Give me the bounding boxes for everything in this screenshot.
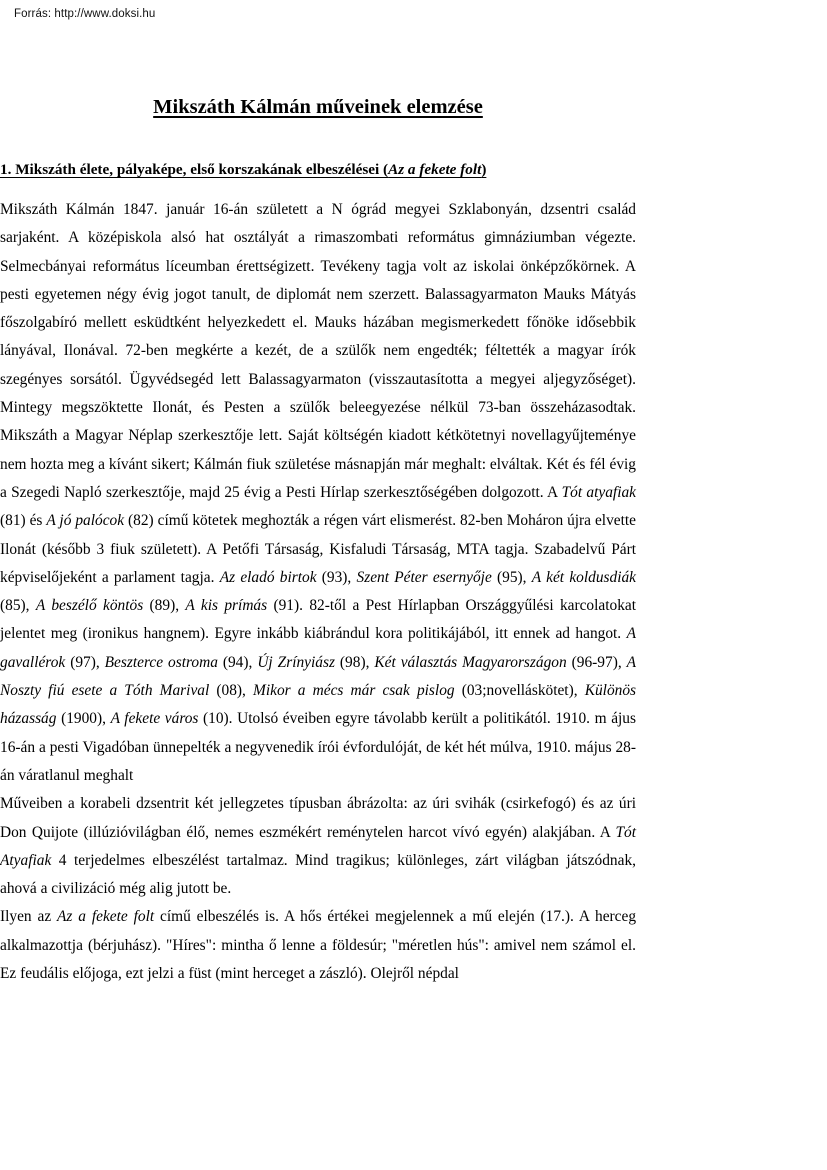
text-run: (82) című kötetek meghozták a régen várt elismerést. 82-ben Moháron újra elvette Ilonát (később 3 fiuk született). A Petőfi Társaság, Kisfaludi Társaság, MTA tagja. Szabadelvű Párt képviselőjeként a parlament tagja. bbox=[0, 512, 636, 586]
source-url-header: Forrás: http://www.doksi.hu bbox=[14, 8, 156, 20]
text-run: Műveiben a korabeli dzsentrit két jellegzetes típusban ábrázolta: az úri svihák (csirkefogó) és az úri Don Quijote (illúzióvilágban élő, nemes eszmékért reménytelen harcot vívó egyén) alakjában. A bbox=[0, 795, 636, 841]
page-title-text: Mikszáth Kálmán műveinek elemzése bbox=[153, 96, 483, 118]
text-run: 4 terjedelmes elbeszélést tartalmaz. Mind tragikus; különleges, zárt világban játszódnak, ahová a civilizáció még alig jutott be. bbox=[0, 851, 636, 898]
work-title-italic: Két választás Magyarországon bbox=[374, 653, 567, 671]
work-title-italic: A jó palócok bbox=[46, 512, 125, 530]
work-title-italic: A beszélő köntös bbox=[35, 597, 144, 615]
work-title-italic: A gavallérok bbox=[0, 625, 636, 671]
text-run: (94), bbox=[217, 653, 258, 671]
work-title-italic: Új Zrínyiász bbox=[257, 653, 335, 671]
work-title-italic: Tót Atyafiak bbox=[0, 823, 636, 869]
text-run: (89), bbox=[143, 597, 186, 615]
text-run: (93), bbox=[316, 568, 357, 586]
work-title-italic: Szent Péter esernyője bbox=[356, 568, 492, 586]
work-title-italic: A Noszty fiú esete a Tóth Marival bbox=[0, 653, 637, 700]
work-title-italic: Tót atyafiak bbox=[561, 483, 636, 501]
work-title-italic: Beszterce ostroma bbox=[104, 653, 218, 671]
document-body bbox=[0, 196, 636, 988]
text-run: (96-97), bbox=[566, 653, 627, 671]
section-heading-prefix: 1. Mikszáth élete, pályaképe, első korszakának elbeszélései ( bbox=[0, 161, 389, 178]
para-biography bbox=[0, 196, 636, 790]
text-run: (1900), bbox=[56, 710, 111, 728]
work-title-italic: Az eladó birtok bbox=[219, 568, 317, 586]
text-run: (95), bbox=[491, 568, 532, 586]
text-run: című elbeszélés is. A hős értékei megjelennek a mű elején (17.). A herceg alkalmazottja (bérjuhász). "Híres": mintha ő lenne a földesúr; "méretlen hús": amivel nem számol el. Ez feudális előjoga, ezt jelzi a füst (mint herceget a zászló). Olejről népdal bbox=[0, 908, 637, 983]
para-fekete-folt bbox=[0, 903, 636, 988]
section-heading-work-title: Az a fekete folt bbox=[388, 161, 482, 178]
text-run: (98), bbox=[334, 653, 375, 671]
work-title-italic: A két koldusdiák bbox=[531, 568, 637, 586]
work-title-italic: Az a fekete folt bbox=[57, 908, 155, 926]
text-run: Mikszáth Kálmán 1847. január 16-án született a N ógrád megyei Szklabonyán, dzsentri család sarjaként. A középiskola alsó hat osztályát a rimaszombati református gimnáziumban végezte. Selmecbányai református líceumban érettségizett. Tevékeny tagja volt az iskolai önképzőkörnek. A pesti egyetemen négy évig jogot tanult, de diplomát nem szerzett. Balassagyarmaton Mauks Mátyás főszolgabíró mellett esküdtként helyezkedett el. Mauks házában megismerkedett főnöke idősebbik lányával, Ilonával. 72-ben megkérte a kezét, de a szülők nem engedték; féltették a magyar írók szegényes sorsától. Ügyvédsegéd lett Balassagyarmaton (visszautasította a megyei aljegyzőséget). Mintegy megszöktette Ilonát, és Pesten a szülők beleegyezése nélkül 73-ban összeházasodtak. Mikszáth a Magyar Néplap szerkesztője lett. Saját költségén kiadott kétkötetnyi novellagyűjteménye nem hozta meg a kívánt sikert; Kálmán fiuk születése másnapján már meghalt: elváltak. Két és fél évig a Szegedi Napló szerkesztője, majd 25 évig a Pesti Hírlap szerkesztőségében dolgozott. A bbox=[0, 201, 636, 501]
text-run: (91). 82-től a Pest Hírlapban Országgyűlési karcolatokat jelentet meg (ironikus hangnem). Egyre inkább kiábrándul kora politikájából, itt ennek ad hangot. bbox=[0, 597, 637, 643]
section-heading-suffix: ) bbox=[481, 161, 487, 178]
text-run: (97), bbox=[65, 653, 105, 671]
text-run: (85), bbox=[0, 597, 36, 615]
para-dzsentri-types bbox=[0, 790, 636, 903]
work-title-italic: A fekete város bbox=[110, 710, 199, 728]
text-run: (03;novelláskötet), bbox=[454, 682, 585, 700]
page-title bbox=[0, 95, 636, 120]
text-run: (10). Utolsó éveiben egyre távolabb került a politikától. 1910. m ájus 16-án a pesti Vigadóban ünnepelték a negyvenedik írói évfordulóját, de két hét múlva, 1910. május 28-án váratlanul meghalt bbox=[0, 710, 636, 784]
work-title-italic: A kis prímás bbox=[185, 597, 268, 615]
work-title-italic: Különös házasság bbox=[0, 682, 637, 728]
text-run: (08), bbox=[209, 682, 254, 700]
text-run: Ilyen az bbox=[0, 908, 58, 926]
text-run: (81) és bbox=[0, 512, 47, 530]
work-title-italic: Mikor a mécs már csak pislog bbox=[253, 682, 455, 700]
section-heading bbox=[0, 160, 636, 181]
